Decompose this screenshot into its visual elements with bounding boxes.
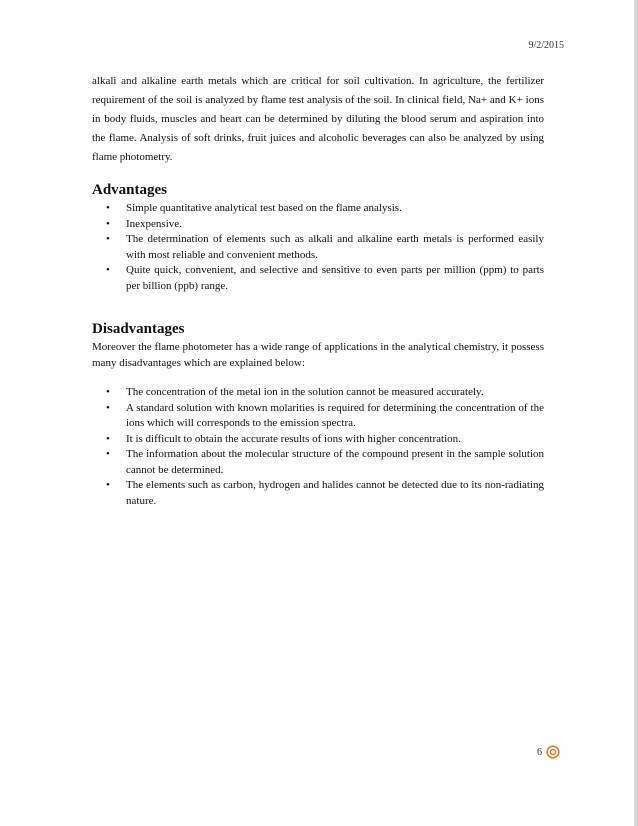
- bullet-icon: •: [106, 202, 110, 214]
- bullet-icon: •: [106, 233, 110, 245]
- header-date: 9/2/2015: [528, 40, 564, 51]
- list-item: [92, 432, 544, 448]
- list-item-text: The elements such as carbon, hydrogen and halides cannot be detected due to its non-radiating nature.: [126, 479, 544, 507]
- list-item-text: Inexpensive.: [126, 217, 182, 230]
- page-edge: [634, 0, 638, 826]
- list-item-text: A standard solution with known molarities is required for determining the concentration of the ions which will corresponds to the emission spectra.: [126, 401, 544, 429]
- disadvantages-intro: Moreover the flame photometer has a wide range of applications in the analytical chemistry, it possess many disadvantages which are explained below:: [92, 341, 544, 369]
- list-item-text: It is difficult to obtain the accurate results of ions with higher concentration.: [126, 432, 461, 445]
- bullet-icon: •: [106, 264, 110, 276]
- bullet-icon: •: [106, 432, 110, 445]
- disadvantages-list: [92, 385, 544, 509]
- list-item-text: The information about the molecular structure of the compound present in the sample solution cannot be determined.: [126, 448, 544, 476]
- list-item: [92, 201, 544, 217]
- page-content: [92, 72, 544, 509]
- list-item-text: The concentration of the metal ion in the solution cannot be measured accurately.: [126, 386, 484, 398]
- list-item: [92, 232, 544, 263]
- list-item: [92, 401, 544, 432]
- page-footer: [537, 745, 560, 759]
- list-item: [92, 385, 544, 401]
- list-item: [92, 447, 544, 478]
- bullet-icon: •: [106, 386, 110, 398]
- list-item-text: The determination of elements such as alkali and alkaline earth metals is performed easily with most reliable and convenient methods.: [126, 233, 544, 261]
- list-item-text: Quite quick, convenient, and selective and sensitive to even parts per million (ppm) to parts per billion (ppb) range.: [126, 264, 544, 292]
- page-number: 6: [537, 746, 542, 758]
- list-item: [92, 217, 544, 233]
- intro-paragraph: alkali and alkaline earth metals which are critical for soil cultivation. In agriculture, the fertilizer requirement of the soil is analyzed by flame test analysis of the soil. In clinical field, Na+ and K+ ions in body fluids, muscles and heart can be determined by diluting the blood serum and aspiration into the flame. Analysis of soft drinks, fruit juices and alcoholic beverages can also be analyzed by using flame photometry.: [92, 75, 544, 163]
- list-item-text: Simple quantitative analytical test based on the flame analysis.: [126, 202, 402, 214]
- advantages-list: [92, 201, 544, 294]
- advantages-heading: Advantages: [92, 182, 168, 198]
- bullet-icon: •: [106, 217, 110, 230]
- list-item: [92, 263, 544, 294]
- circle-ornament-icon: [546, 745, 560, 759]
- list-item: [92, 478, 544, 509]
- bullet-icon: •: [106, 448, 110, 460]
- bullet-icon: •: [106, 479, 110, 491]
- disadvantages-heading: Disadvantages: [92, 321, 185, 337]
- bullet-icon: •: [106, 401, 110, 414]
